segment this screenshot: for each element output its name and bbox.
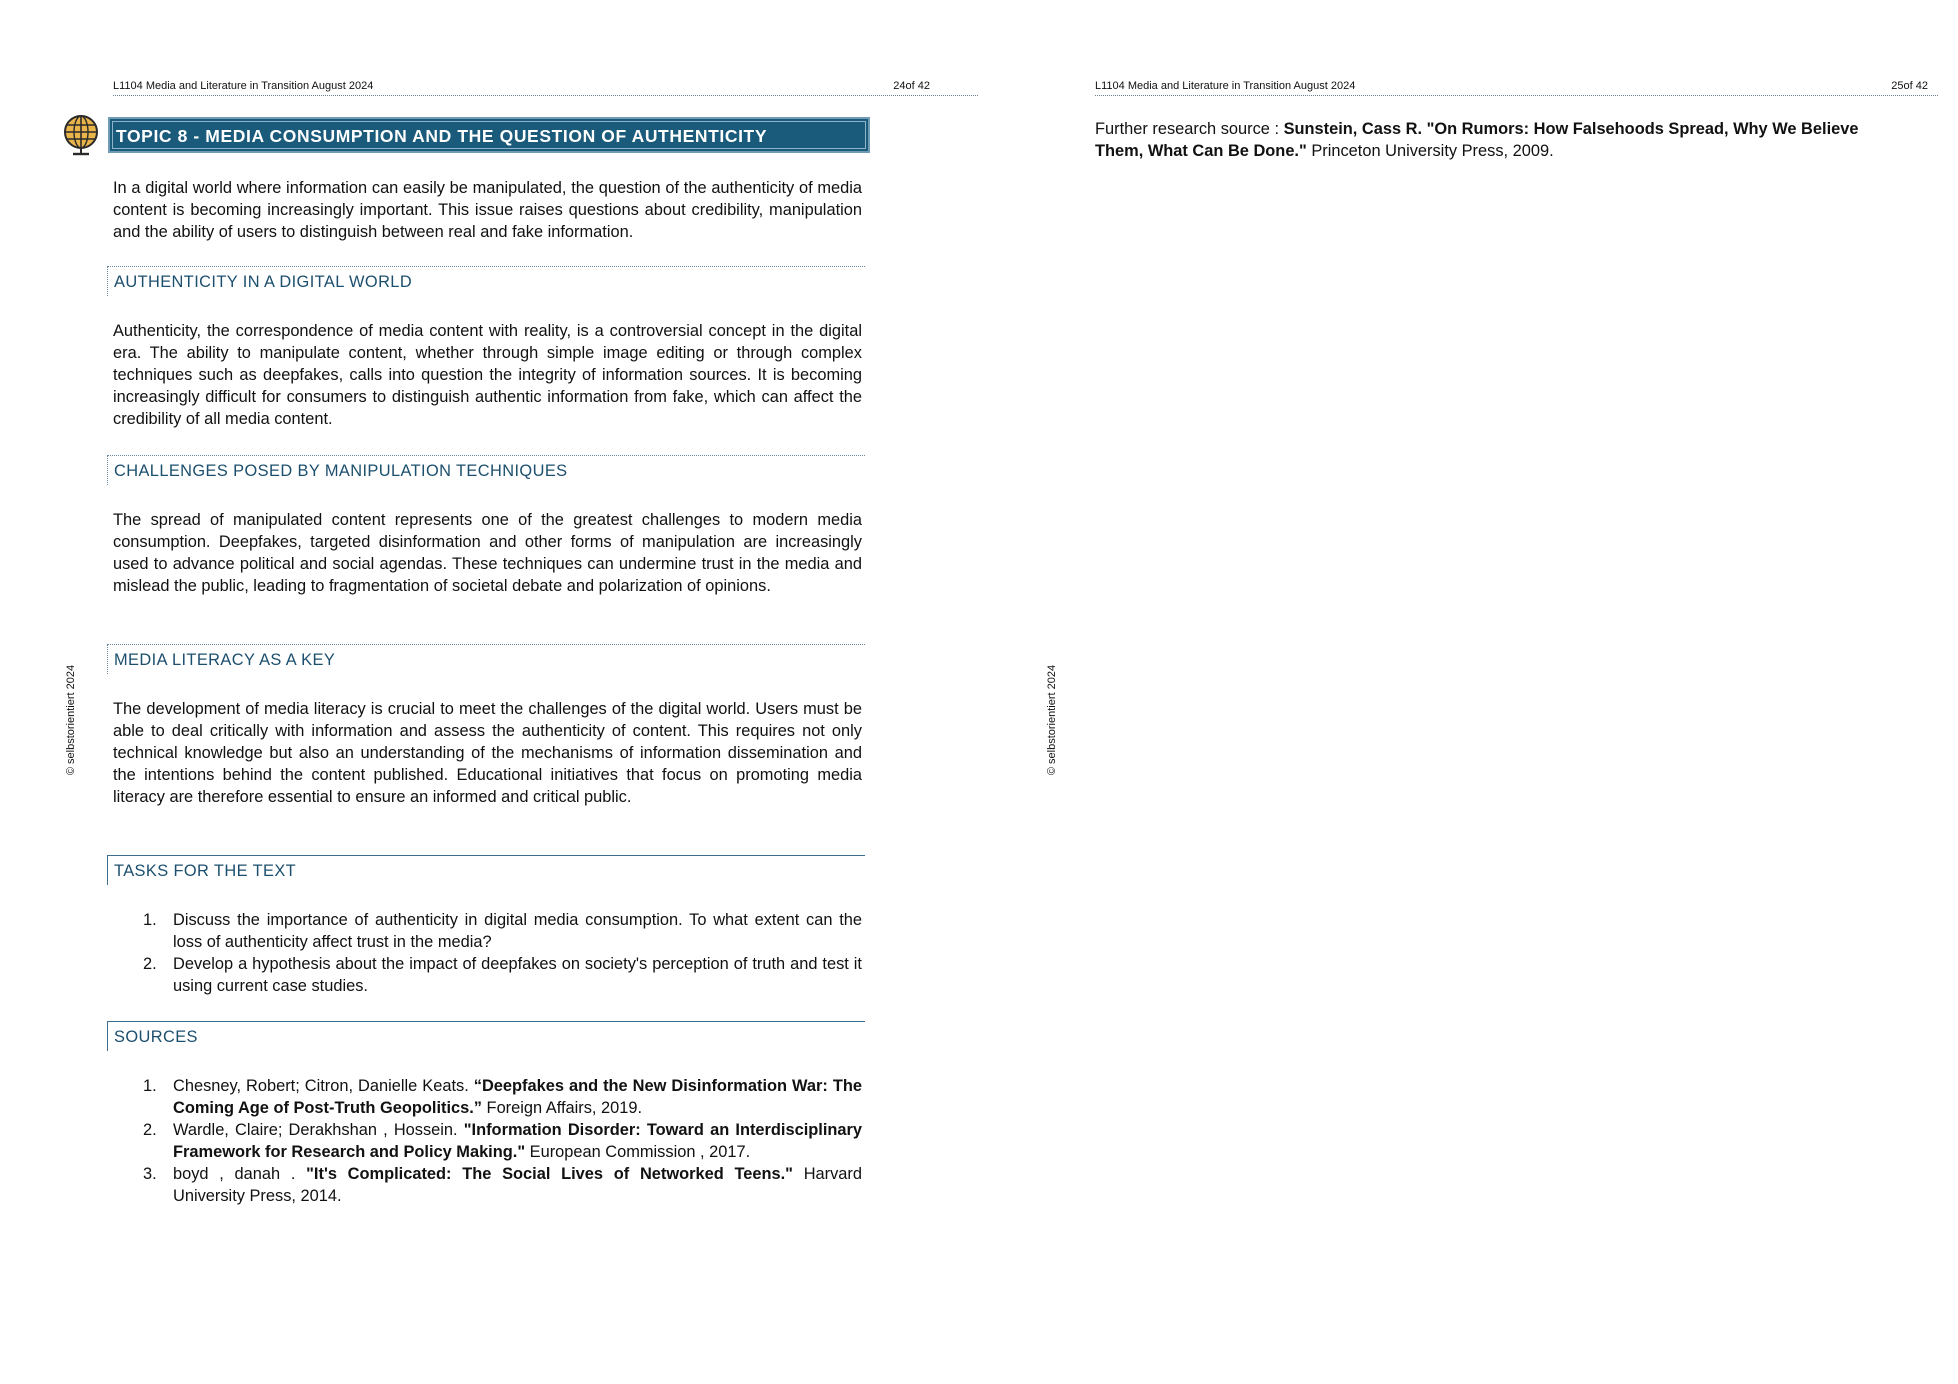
source-title: “Deepfakes and the New Disinformation War: The Coming Age of Post-Truth Geopolitics.” <box>173 1077 862 1117</box>
list-number: 3. <box>143 1165 157 1183</box>
source-authors: Chesney, Robert; Citron, Danielle Keats. <box>173 1077 474 1095</box>
further-label: Further research source : <box>1095 120 1284 138</box>
section-heading-challenges: CHALLENGES POSED BY MANIPULATION TECHNIQUES <box>107 455 865 485</box>
section-text-challenges: The spread of manipulated content represents one of the greatest challenges to modern media consumption. Deepfakes, targeted disinformation and other forms of manipulation are increasingly used to advance political and social agendas. These techniques can undermine trust in the media and mislead the public, leading to fragmentation of societal debate and polarization of opinions. <box>113 511 862 595</box>
tasks-list <box>113 909 862 997</box>
copyright-text: © selbstorientiert 2024 <box>65 664 77 776</box>
list-item <box>113 953 862 997</box>
list-number: 2. <box>143 955 157 973</box>
list-item <box>113 1119 862 1163</box>
source-authors: boyd , danah . <box>173 1165 307 1183</box>
running-header <box>113 80 978 96</box>
section-heading-authenticity: AUTHENTICITY IN A DIGITAL WORLD <box>107 266 865 296</box>
page-25 <box>979 0 1958 1384</box>
further-publisher: Princeton University Press, 2009. <box>1306 142 1554 160</box>
page-number: 24of 42 <box>893 80 930 92</box>
source-title: "It's Complicated: The Social Lives of Networked Teens." <box>306 1165 793 1183</box>
sources-list <box>113 1075 862 1207</box>
list-number: 1. <box>143 911 157 929</box>
header-title: L1104 Media and Literature in Transition August 2024 <box>113 80 374 92</box>
list-item <box>113 1075 862 1119</box>
source-publisher: European Commission , 2017. <box>525 1143 751 1161</box>
section-text-authenticity: Authenticity, the correspondence of media content with reality, is a controversial concept in the digital era. The ability to manipulate content, whether through simple image editing or through complex techniques such as deepfakes, calls into question the integrity of information sources. It is becoming increasingly difficult for consumers to distinguish authentic information from fake, which can affect the credibility of all media content. <box>113 322 862 428</box>
copyright-text: © selbstorientiert 2024 <box>1046 664 1058 776</box>
intro-paragraph: In a digital world where information can easily be manipulated, the question of the authenticity of media content is becoming increasingly important. This issue raises questions about credibility, manipulation and the ability of users to distinguish between real and fake information. <box>113 179 862 241</box>
section-heading-media-literacy: MEDIA LITERACY AS A KEY <box>107 644 865 674</box>
source-authors: Wardle, Claire; Derakhshan , Hossein. <box>173 1121 464 1139</box>
source-publisher: Harvard University Press, 2014. <box>173 1165 862 1205</box>
list-item <box>113 909 862 953</box>
list-number: 2. <box>143 1121 157 1139</box>
further-title: Sunstein, Cass R. "On Rumors: How Falsehoods Spread, Why We Believe Them, What Can Be Done." <box>1095 120 1859 160</box>
topic-title: TOPIC 8 - MEDIA CONSUMPTION AND THE QUESTION OF AUTHENTICITY <box>108 117 870 153</box>
further-research-source <box>1095 118 1865 162</box>
section-heading-tasks: TASKS FOR THE TEXT <box>107 855 865 885</box>
source-title: "Information Disorder: Toward an Interdisciplinary Framework for Research and Policy Making." <box>173 1121 863 1161</box>
globe-icon <box>62 114 100 158</box>
task-text: Discuss the importance of authenticity in digital media consumption. To what extent can the loss of authenticity affect trust in the media? <box>173 911 862 951</box>
task-text: Develop a hypothesis about the impact of deepfakes on society's perception of truth and test it using current case studies. <box>173 955 862 995</box>
list-item <box>113 1163 862 1207</box>
list-number: 1. <box>143 1077 157 1095</box>
source-publisher: Foreign Affairs, 2019. <box>482 1099 643 1117</box>
running-header <box>1095 80 1938 96</box>
page-number: 25of 42 <box>1891 80 1928 92</box>
header-title: L1104 Media and Literature in Transition August 2024 <box>1095 80 1356 92</box>
section-text-media-literacy: The development of media literacy is crucial to meet the challenges of the digital world. Users must be able to deal critically with information and assess the authenticity of content. This requires not only technical knowledge but also an understanding of the mechanisms of information dissemination and the intentions behind the content published. Educational initiatives that focus on promoting media literacy are therefore essential to ensure an informed and critical public. <box>113 700 862 806</box>
section-heading-sources: SOURCES <box>107 1021 865 1051</box>
